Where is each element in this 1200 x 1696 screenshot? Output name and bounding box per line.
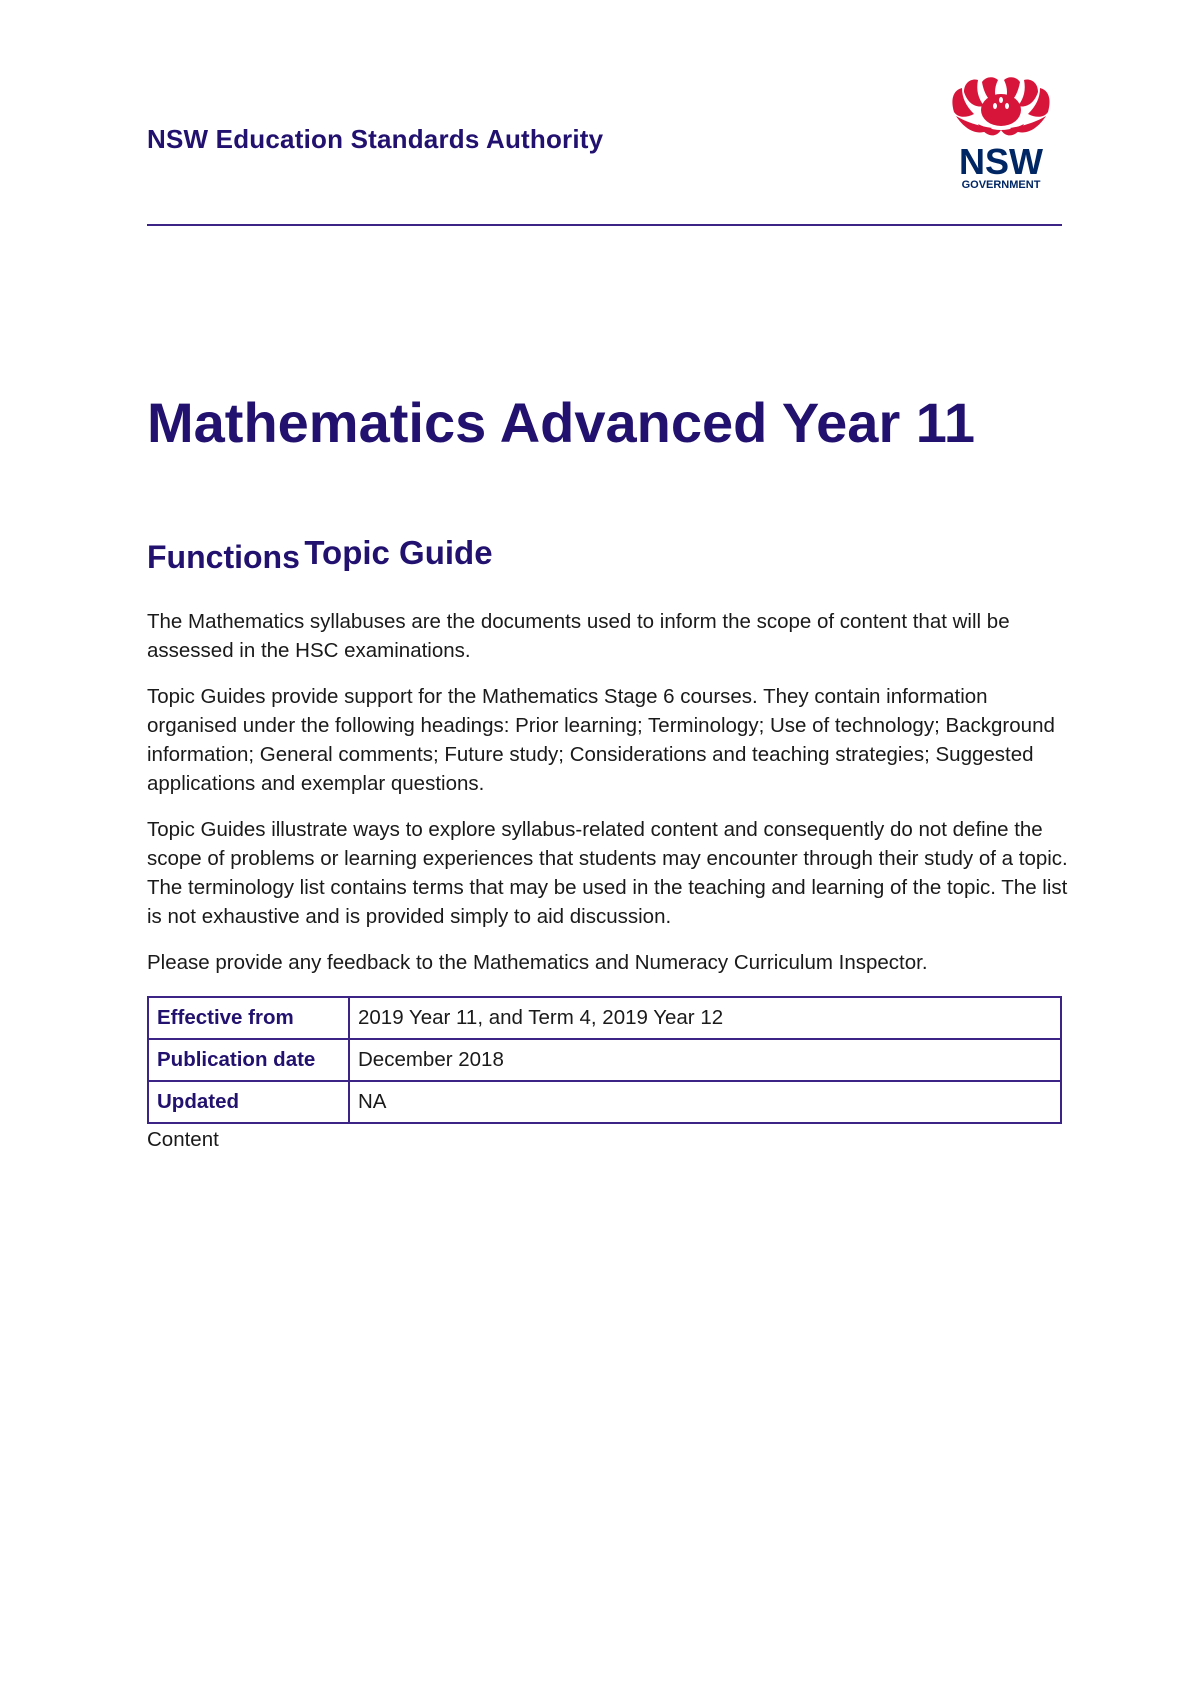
paragraph: Topic Guides illustrate ways to explore syllabus-related content and consequently do not define the scope of problems or learning experiences that students may encounter through their study of a topic. The terminology list contains terms that may be used in the teaching and learning of the topic. The list is not exhaustive and is provided simply to aid discussion. (147, 818, 1068, 928)
paragraph: The Mathematics syllabuses are the documents used to inform the scope of content that will be assessed in the HSC examinations. (147, 610, 1010, 662)
table-row (148, 1039, 1061, 1081)
nsw-government-logo (948, 76, 1054, 192)
paragraph: Please provide any feedback to the Mathematics and Numeracy Curriculum Inspector. (147, 951, 928, 974)
row-value: December 2018 (349, 1039, 1061, 1081)
table-row (148, 1081, 1061, 1123)
document-subtitle (147, 534, 493, 576)
logo-tagline: GOVERNMENT (961, 179, 1041, 191)
paragraph: Topic Guides provide support for the Mathematics Stage 6 courses. They contain information organised under the following headings: Prior learning; Terminology; Use of technology; Background information; General comments; Future study; Considerations and teaching strategies; Suggested applications and exemplar questions. (147, 685, 1055, 795)
intro-text (147, 607, 1072, 994)
row-value: NA (349, 1081, 1061, 1123)
waratah-flower-icon (952, 77, 1049, 135)
table-row (148, 997, 1061, 1039)
topic-name: Functions (147, 539, 300, 575)
row-label: Effective from (148, 997, 349, 1039)
content-label: Content (147, 1128, 219, 1151)
document-info-table (147, 996, 1062, 1124)
topic-guide-label: Topic Guide (304, 534, 493, 571)
row-label: Publication date (148, 1039, 349, 1081)
row-value: 2019 Year 11, and Term 4, 2019 Year 12 (349, 997, 1061, 1039)
row-label: Updated (148, 1081, 349, 1123)
organisation-name: NSW Education Standards Authority (147, 124, 604, 154)
logo-wordmark: NSW (959, 141, 1043, 182)
document-title: Mathematics Advanced Year 11 (147, 391, 975, 454)
header-divider (147, 224, 1062, 226)
